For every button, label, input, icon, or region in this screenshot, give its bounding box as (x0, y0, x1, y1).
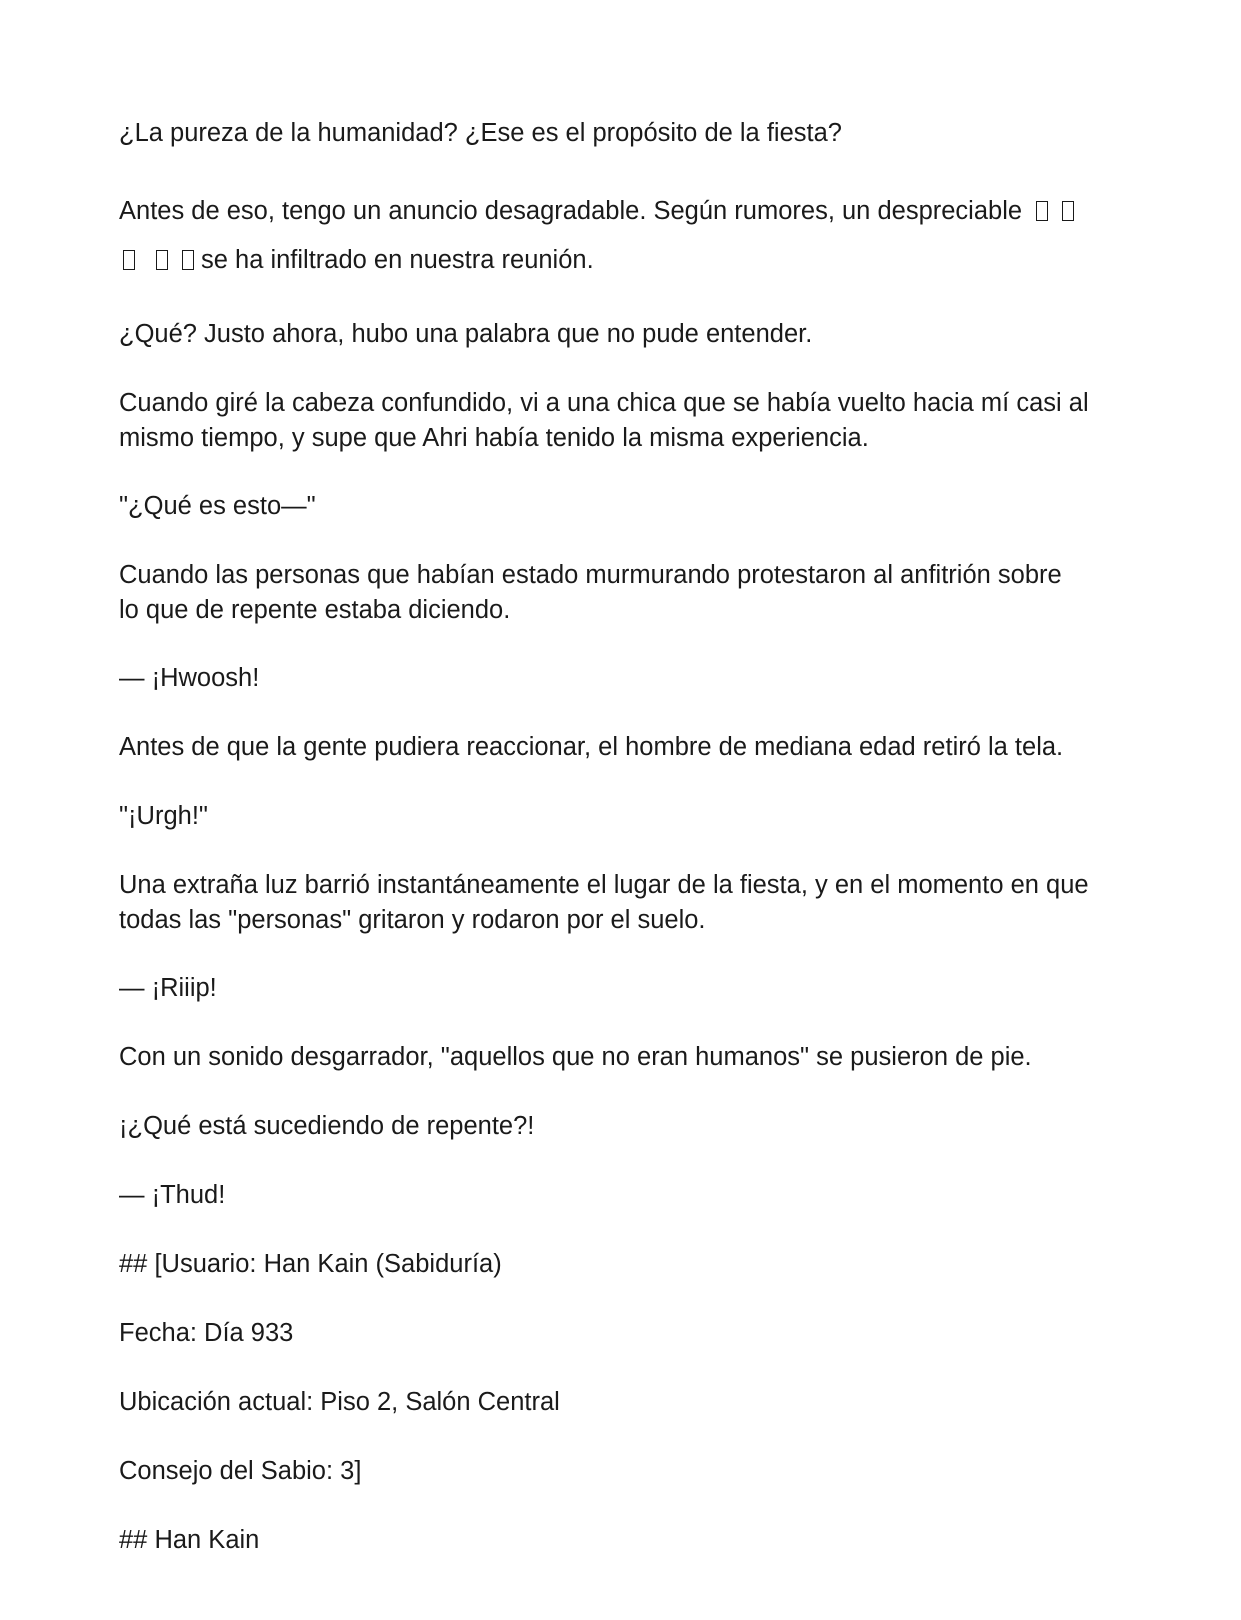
paragraph-11 (119, 971, 1129, 1006)
text-line: Cuando giré la cabeza confundido, vi a una chica que se había vuelto hacia mí casi al (119, 389, 1089, 417)
replacement-box-icon (123, 250, 135, 270)
paragraph-17 (119, 1385, 1129, 1420)
text-line: Consejo del Sabio: 3] (119, 1457, 362, 1485)
text-line: ## Han Kain (119, 1526, 260, 1554)
text-line: "¿Qué es esto—" (119, 492, 316, 520)
paragraph-18 (119, 1454, 1129, 1489)
paragraph-5 (119, 489, 1129, 524)
text-line: ## [Usuario: Han Kain (Sabiduría) (119, 1250, 502, 1278)
text-line: ¡¿Qué está sucediendo de repente?! (119, 1112, 535, 1140)
text-line: — ¡Hwoosh! (119, 664, 260, 692)
text-line: — ¡Thud! (119, 1181, 226, 1209)
text-line: — ¡Riiip! (119, 974, 217, 1002)
text-line: Una extraña luz barrió instantáneamente el lugar de la fiesta, y en el momento en que (119, 871, 1089, 899)
text-line: "¡Urgh!" (119, 802, 208, 830)
replacement-box-icon (1036, 201, 1048, 221)
paragraph-15 (119, 1247, 1129, 1282)
text-line: Ubicación actual: Piso 2, Salón Central (119, 1388, 560, 1416)
paragraph-7 (119, 661, 1129, 696)
paragraph-3 (119, 317, 1129, 352)
text-line (119, 243, 1129, 278)
text-line: lo que de repente estaba diciendo. (119, 596, 511, 624)
text-fragment: Antes de eso, tengo un anuncio desagradable. Según rumores, un despreciable (119, 197, 1023, 225)
paragraph-6 (119, 558, 1129, 628)
paragraph-2 (119, 194, 1129, 278)
paragraph-4 (119, 386, 1129, 456)
text-line: Fecha: Día 933 (119, 1319, 294, 1347)
replacement-box-icon (1062, 201, 1074, 221)
paragraph-16 (119, 1316, 1129, 1351)
replacement-box-icon (182, 250, 194, 270)
text-line: ¿Qué? Justo ahora, hubo una palabra que no pude entender. (119, 320, 813, 348)
text-line: Cuando las personas que habían estado murmurando protestaron al anfitrión sobre (119, 561, 1062, 589)
text-line: Antes de que la gente pudiera reaccionar, el hombre de mediana edad retiró la tela. (119, 733, 1064, 761)
text-line: Con un sonido desgarrador, "aquellos que no eran humanos" se pusieron de pie. (119, 1043, 1032, 1071)
paragraph-9 (119, 799, 1129, 834)
paragraph-12 (119, 1040, 1129, 1075)
paragraph-8 (119, 730, 1129, 765)
paragraph-1 (119, 116, 1129, 151)
paragraph-14 (119, 1178, 1129, 1213)
text-line: todas las "personas" gritaron y rodaron por el suelo. (119, 906, 706, 934)
text-line: mismo tiempo, y supe que Ahri había tenido la misma experiencia. (119, 424, 869, 452)
text-line (119, 194, 1129, 229)
text-fragment: se ha infiltrado en nuestra reunión. (201, 246, 594, 274)
paragraph-19 (119, 1523, 1129, 1558)
text-line: ¿La pureza de la humanidad? ¿Ese es el propósito de la fiesta? (119, 119, 842, 147)
replacement-box-icon (156, 250, 168, 270)
paragraph-10 (119, 868, 1129, 938)
paragraph-13 (119, 1109, 1129, 1144)
